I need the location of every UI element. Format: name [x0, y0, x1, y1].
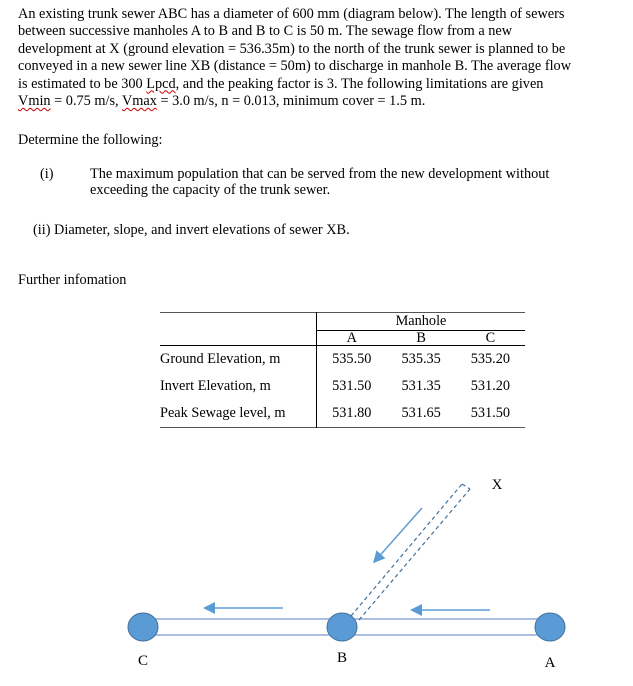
- cell: 531.20: [470, 378, 511, 394]
- pipe-xb-dashed: [351, 484, 470, 620]
- label-a: A: [544, 655, 556, 671]
- manhole-b: [327, 613, 357, 641]
- cell: 531.50: [317, 373, 387, 400]
- column-header: C: [485, 330, 496, 346]
- problem-line: conveyed in a new sewer line XB (distance = 50m) to discharge in manhole B. The average flow: [18, 58, 572, 75]
- vmax-text: Vmax: [121, 93, 157, 110]
- cell: 535.20: [470, 351, 511, 367]
- cell: 531.35: [401, 378, 441, 394]
- row-label: Ground Elevation, m: [160, 351, 281, 367]
- text: = 0.75 m/s,: [50, 93, 122, 110]
- row-label: Invert Elevation, m: [160, 378, 271, 394]
- column-header: A: [317, 331, 387, 346]
- lpcd-text: Lpcd: [146, 75, 176, 92]
- determine-heading: Determine the following:: [18, 132, 163, 148]
- label-b: B: [336, 650, 348, 666]
- cell: 531.80: [317, 400, 387, 428]
- text: is estimated to be 300: [18, 75, 147, 92]
- row-label: Peak Sewage level, m: [160, 405, 286, 421]
- item-1-line: The maximum population that can be served from the new development without: [90, 166, 550, 182]
- column-header: B: [416, 330, 426, 346]
- item-1-line: exceeding the capacity of the trunk sewer.: [90, 182, 331, 198]
- item-1-number: (i): [40, 166, 54, 182]
- cell: 531.50: [470, 405, 511, 421]
- cell: 535.35: [401, 351, 441, 367]
- problem-line: development at X (ground elevation = 536.35m) to the north of the trunk sewer is planned to be: [18, 40, 566, 57]
- problem-line: between successive manholes A to B and B to C is 50 m. The sewage flow from a new: [18, 23, 513, 40]
- text: = 3.0 m/s, n = 0.013, minimum cover = 1.5 m.: [156, 93, 426, 110]
- label-c: C: [137, 653, 149, 669]
- group-header: Manhole: [317, 313, 526, 331]
- vmin-text: Vmin: [18, 93, 51, 110]
- problem-line: An existing trunk sewer ABC has a diameter of 600 mm (diagram below). The length of sewers: [18, 6, 565, 22]
- cell: 535.50: [317, 346, 387, 374]
- cell: 531.65: [401, 405, 441, 421]
- further-info-heading: Further infomation: [18, 272, 127, 288]
- manhole-c: [128, 613, 158, 641]
- label-x: X: [491, 477, 503, 493]
- manhole-a: [535, 613, 565, 641]
- item-2: (ii) Diameter, slope, and invert elevations of sewer XB.: [33, 222, 350, 238]
- text: , and the peaking factor is 3. The following limitations are given: [175, 75, 544, 92]
